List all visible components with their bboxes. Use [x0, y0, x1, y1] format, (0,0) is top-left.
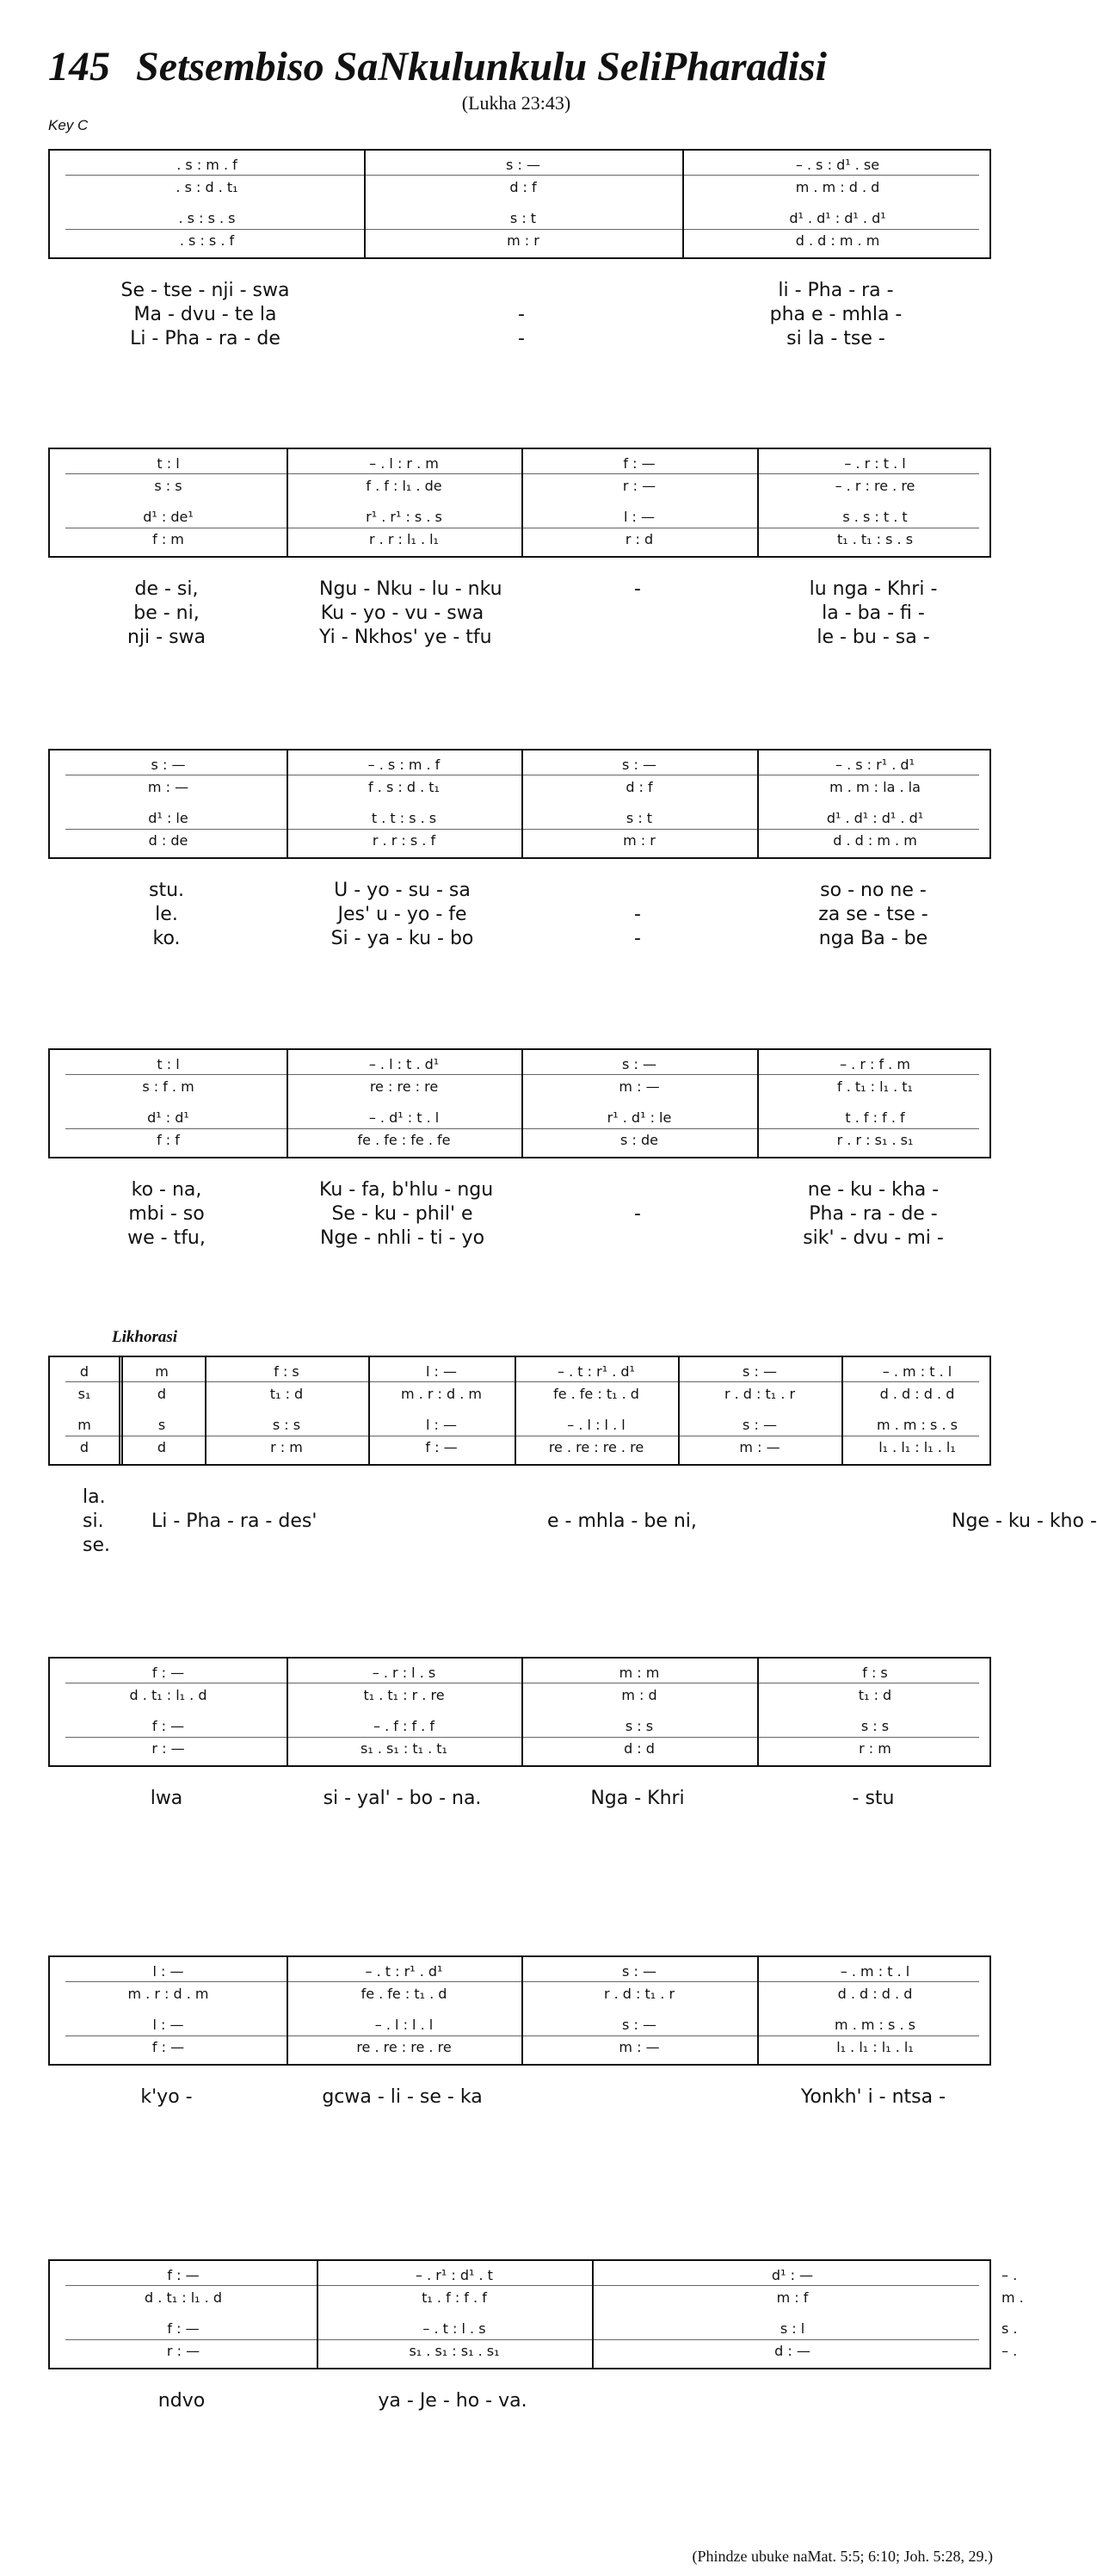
lyric-segment: -	[634, 578, 641, 600]
lyric-segment: lwa	[150, 1787, 183, 1809]
lyric-segment: Jes' u - yo - fe	[337, 903, 467, 925]
lyric-segment: -	[518, 303, 525, 325]
solfa-measure: m : m	[619, 1664, 660, 1681]
solfa-measure: t₁ : d	[269, 1385, 304, 1402]
lyric-segment: -	[634, 1202, 641, 1225]
lyric-segment	[823, 2388, 991, 2412]
solfa-measure: t₁ . t₁ : s . s	[836, 530, 914, 547]
lyric-line	[48, 1533, 991, 1557]
solfa-measure: d : —	[774, 2342, 810, 2359]
solfa-measure: – .	[1001, 2266, 1018, 2283]
lyric-segment: Se - tse - nji - swa	[120, 279, 290, 301]
solfa-measure: t₁ . t₁ : r . re	[363, 1686, 445, 1703]
solfa-measure: t : l	[157, 1055, 180, 1072]
solfa-voice-row	[50, 2340, 1018, 2361]
lyric-segment	[513, 1485, 676, 1509]
lyric-segment: Ku - yo - vu - swa	[320, 602, 484, 624]
key-signature: Key C	[48, 117, 89, 133]
solfa-measure: t₁ : d	[858, 1686, 892, 1703]
lyric-line	[48, 1485, 991, 1509]
solfa-measure: s : t	[626, 809, 653, 826]
solfa-voice-row	[50, 207, 989, 228]
solfa-measure: l : —	[425, 1362, 457, 1380]
solfa-voice-row	[50, 754, 989, 775]
solfa-measure: s .	[1001, 2320, 1018, 2337]
solfa-measure: re . re : re . re	[356, 2038, 452, 2055]
lyric-segment: so - no ne -	[820, 879, 927, 901]
solfa-measure: r . d : t₁ . r	[724, 1385, 796, 1402]
solfa-measure: m : r	[623, 831, 656, 849]
solfa-measure: d : d	[624, 1739, 655, 1757]
lyric-segment: ko - na,	[131, 1178, 202, 1201]
lyrics-block	[48, 2085, 991, 2109]
solfa-measure: r . d : t₁ . r	[603, 1985, 675, 2002]
music-system	[48, 1955, 991, 2066]
solfa-voice-row	[50, 2318, 1018, 2338]
solfa-measure: s : f . m	[142, 1078, 194, 1095]
solfa-measure: fe . fe : fe . fe	[357, 1131, 451, 1148]
lyric-segment: Yonkh' i - ntsa -	[800, 2085, 946, 2108]
solfa-measure: r : m	[270, 1438, 303, 1455]
lyric-segment: Nge - nhli - ti - yo	[319, 1226, 485, 1249]
solfa-measure: – . r : f . m	[840, 1055, 910, 1072]
solfa-measure: m . m : s . s	[835, 2016, 915, 2033]
solfa-measure: r¹ . d¹ : le	[607, 1109, 672, 1126]
solfa-voice-row	[50, 506, 989, 527]
lyric-segment: ne - ku - kha -	[807, 1178, 940, 1201]
solfa-measure: s : —	[743, 1362, 777, 1380]
lyric-line	[48, 878, 991, 902]
lyric-segment	[676, 1533, 840, 1557]
lyric-segment: nji - swa	[126, 626, 206, 648]
lyric-segment: Yi - Nkhos' ye - tfu	[319, 626, 492, 648]
lyric-segment: sik' - dvu - mi -	[803, 1226, 944, 1249]
lyric-segment: lu nga - Khri -	[809, 578, 938, 600]
lyric-segment	[349, 1485, 513, 1509]
solfa-measure: – . r : re . re	[835, 477, 915, 494]
solfa-measure: r . r : l₁ . l₁	[369, 530, 439, 547]
solfa-measure: r : m	[859, 1739, 891, 1757]
solfa-measure: . s : s . f	[179, 232, 235, 249]
solfa-voice-row	[50, 1076, 989, 1096]
lyric-line	[48, 1226, 991, 1250]
lyric-segment: nga Ba - be	[818, 927, 928, 949]
solfa-measure: . s : d . t₁	[176, 178, 238, 195]
solfa-measure: d¹ : d¹	[147, 1109, 189, 1126]
solfa-measure: m . r : d . m	[127, 1985, 209, 2002]
lyric-segment: la - ba - fi -	[822, 602, 925, 624]
lyric-line	[48, 1202, 991, 1226]
solfa-measure: – . s : d¹ . se	[795, 156, 880, 173]
solfa-measure: – . l : l . l	[374, 2016, 434, 2033]
solfa-measure: s : de	[620, 1131, 658, 1148]
solfa-measure: s : —	[506, 156, 540, 173]
solfa-measure: m	[77, 1416, 91, 1433]
solfa-measure: m : —	[147, 778, 189, 795]
solfa-measure: l₁ . l₁ : l₁ . l₁	[836, 2038, 914, 2055]
solfa-voice-row	[50, 1107, 989, 1127]
hymn-number: 145	[48, 44, 110, 90]
hymn-title-text: Setsembiso SaNkulunkulu SeliPharadisi	[136, 44, 827, 90]
music-system	[48, 1356, 991, 1466]
solfa-measure: l₁ . l₁ : l₁ . l₁	[878, 1438, 956, 1455]
lyric-segment	[117, 1533, 349, 1557]
solfa-measure: m : r	[507, 232, 539, 249]
lyric-segment: pha e - mhla -	[769, 303, 903, 325]
lyric-segment: Li - Pha - ra - des'	[151, 1510, 317, 1532]
lyric-segment	[840, 1509, 917, 1533]
solfa-measure: d . d : m . m	[795, 232, 880, 249]
solfa-voice-row	[50, 1738, 989, 1758]
solfa-measure: s₁	[77, 1385, 91, 1402]
solfa-measure: f . f : l₁ . de	[366, 477, 442, 494]
solfa-measure: f : —	[151, 1717, 185, 1734]
lyric-segment: - stu	[852, 1787, 895, 1809]
solfa-measure: s₁ . s₁ : t₁ . t₁	[361, 1739, 447, 1757]
solfa-measure: r : —	[622, 477, 656, 494]
solfa-measure: d	[79, 1362, 89, 1380]
solfa-measure: d . t₁ : l₁ . d	[129, 1686, 207, 1703]
solfa-measure: d¹ . d¹ : d¹ . d¹	[789, 209, 886, 226]
solfa-measure: – . t : r¹ . d¹	[365, 1962, 443, 1980]
solfa-voice-row	[50, 1983, 989, 2004]
solfa-measure: s	[157, 1416, 166, 1433]
lyric-segment	[840, 1485, 917, 1509]
music-system	[48, 448, 991, 558]
solfa-measure: s : —	[622, 1055, 656, 1072]
lyrics-block	[48, 878, 991, 950]
solfa-measure: m : —	[619, 2038, 660, 2055]
music-system	[48, 1657, 991, 1767]
solfa-measure: – . l : r . m	[369, 454, 439, 472]
chorus-label: Likhorasi	[112, 1328, 178, 1346]
solfa-voice-row	[50, 1662, 989, 1683]
solfa-measure: m . r : d . m	[401, 1385, 482, 1402]
lyric-segment: za se - tse -	[818, 903, 928, 925]
solfa-measure: d : de	[148, 831, 188, 849]
solfa-measure: m . m : d . d	[795, 178, 880, 195]
solfa-measure: – .	[1001, 2342, 1018, 2359]
solfa-measure: d : f	[626, 778, 653, 795]
solfa-voice-row	[50, 2287, 1024, 2307]
lyric-segment: ko.	[152, 927, 181, 949]
lyric-segment: mbi - so	[128, 1202, 205, 1225]
lyrics-block	[48, 577, 991, 649]
solfa-measure: – . l : t . d¹	[368, 1055, 440, 1072]
solfa-voice-row	[50, 154, 989, 175]
lyric-segment: Se - ku - phil' e	[331, 1202, 473, 1225]
solfa-measure: l : —	[152, 1962, 184, 1980]
solfa-measure: m : —	[619, 1078, 660, 1095]
solfa-measure: s : s	[860, 1717, 890, 1734]
lyric-segment	[590, 2388, 823, 2412]
solfa-voice-row	[50, 1961, 989, 1981]
solfa-measure: – . r¹ : d¹ . t	[416, 2266, 493, 2283]
solfa-measure: d¹ : de¹	[143, 508, 194, 525]
solfa-measure: t : l	[157, 454, 180, 472]
hymn-title	[48, 43, 827, 90]
solfa-measure: m	[155, 1362, 169, 1380]
lyric-line	[48, 2388, 991, 2412]
solfa-voice-row	[50, 453, 989, 473]
solfa-voice-row	[50, 176, 989, 197]
footnote: (Phindze ubuke naMat. 5:5; 6:10; Joh. 5:28, 29.)	[692, 2548, 993, 2565]
lyric-segment: Nge - ku - kho -	[952, 1510, 1097, 1532]
solfa-voice-row	[50, 1715, 989, 1736]
music-system	[48, 1048, 991, 1158]
solfa-measure: t . f : f . f	[845, 1109, 905, 1126]
lyric-segment: si.	[83, 1510, 104, 1532]
lyric-line	[48, 278, 991, 302]
lyric-segment: la.	[83, 1486, 106, 1508]
lyric-segment: we - tfu,	[127, 1226, 206, 1249]
lyrics-block	[48, 1177, 991, 1250]
lyric-segment	[676, 1509, 840, 1533]
music-system	[48, 749, 991, 859]
lyric-line	[48, 1509, 1097, 1533]
solfa-measure: s : s	[272, 1416, 301, 1433]
solfa-measure: d . d : d . d	[837, 1985, 913, 2002]
lyric-segment: de - si,	[134, 578, 199, 600]
solfa-measure: f . s : d . t₁	[368, 778, 440, 795]
solfa-voice-row	[50, 776, 989, 797]
solfa-measure: f : f	[157, 1131, 180, 1148]
lyric-segment: gcwa - li - se - ka	[322, 2085, 483, 2108]
lyric-segment	[349, 1533, 513, 1557]
lyric-segment	[513, 1533, 676, 1557]
solfa-measure: – . m : t . l	[882, 1362, 952, 1380]
solfa-measure: fe . fe : t₁ . d	[361, 1985, 447, 2002]
solfa-measure: m . m : la . la	[829, 778, 921, 795]
solfa-voice-row	[50, 2014, 989, 2035]
solfa-measure: r . r : s . f	[372, 831, 436, 849]
solfa-measure: r : —	[166, 2342, 200, 2359]
lyric-segment: si la - tse -	[786, 327, 885, 349]
solfa-voice-row	[50, 1436, 989, 1457]
lyric-segment	[362, 278, 681, 302]
solfa-measure: r : —	[151, 1739, 185, 1757]
solfa-measure: s . s : t . t	[842, 508, 908, 525]
solfa-measure: d	[157, 1438, 167, 1455]
solfa-measure: l : —	[623, 508, 655, 525]
solfa-voice-row	[50, 2036, 989, 2057]
solfa-voice-row	[50, 1129, 989, 1150]
solfa-measure: s₁ . s₁ : s₁ . s₁	[409, 2342, 500, 2359]
lyric-segment: k'yo -	[140, 2085, 193, 2108]
solfa-measure: f : —	[167, 2320, 200, 2337]
solfa-measure: s : —	[622, 1962, 656, 1980]
lyric-segment: Si - ya - ku - bo	[330, 927, 474, 949]
solfa-measure: re : re : re	[369, 1078, 439, 1095]
solfa-measure: – . m : t . l	[840, 1962, 910, 1980]
music-system	[48, 2259, 1024, 2369]
solfa-measure: m : d	[621, 1686, 657, 1703]
lyric-segment: li - Pha - ra -	[778, 279, 894, 301]
solfa-voice-row	[50, 830, 989, 850]
solfa-measure: d¹ . d¹ : d¹ . d¹	[826, 809, 924, 826]
lyric-line	[48, 601, 991, 625]
lyrics-block	[48, 2388, 991, 2412]
solfa-voice-row	[50, 1053, 989, 1074]
solfa-voice-row	[50, 1414, 989, 1435]
lyric-segment	[520, 601, 755, 625]
lyric-segment	[917, 1533, 991, 1557]
music-system	[48, 149, 991, 259]
lyric-line	[48, 577, 991, 601]
lyric-segment: e - mhla - be ni,	[547, 1510, 697, 1532]
solfa-measure: l : —	[152, 2016, 184, 2033]
solfa-measure: d . d : d . d	[879, 1385, 955, 1402]
solfa-voice-row	[50, 1361, 989, 1381]
solfa-measure: . s : m . f	[176, 156, 237, 173]
solfa-measure: f : —	[151, 2038, 185, 2055]
lyric-segment: le - bu - sa -	[817, 626, 930, 648]
solfa-measure: – . s : m . f	[367, 756, 441, 773]
solfa-measure: f : —	[623, 454, 656, 472]
solfa-voice-row	[50, 475, 989, 496]
lyric-segment	[520, 1226, 755, 1250]
solfa-measure: – . s : r¹ . d¹	[835, 756, 915, 773]
solfa-voice-row	[50, 2264, 1018, 2285]
solfa-voice-row	[50, 1684, 989, 1705]
lyric-segment	[520, 1177, 755, 1202]
solfa-measure: f : s	[862, 1664, 888, 1681]
lyric-segment	[117, 1485, 349, 1509]
lyric-segment: ya - Je - ho - va.	[378, 2389, 527, 2412]
solfa-measure: f : m	[152, 530, 184, 547]
lyric-segment: Nga - Khri	[590, 1787, 685, 1809]
lyric-segment: U - yo - su - sa	[334, 879, 471, 901]
lyric-segment	[676, 1485, 840, 1509]
solfa-voice-row	[50, 528, 989, 549]
solfa-measure: l : —	[425, 1416, 457, 1433]
solfa-measure: – . d¹ : t . l	[368, 1109, 440, 1126]
solfa-measure: f . t₁ : l₁ . t₁	[837, 1078, 913, 1095]
solfa-measure: m . m : s . s	[877, 1416, 958, 1433]
lyric-line	[48, 902, 991, 926]
scripture-reference: (Lukha 23:43)	[461, 92, 571, 114]
lyric-segment: be - ni,	[133, 602, 200, 624]
solfa-measure: d . d : m . m	[833, 831, 917, 849]
lyric-segment	[520, 2085, 755, 2109]
solfa-measure: – . t : l . s	[422, 2320, 486, 2337]
solfa-measure: s : l	[780, 2320, 805, 2337]
lyric-segment	[520, 878, 755, 902]
solfa-voice-row	[50, 807, 989, 828]
solfa-voice-row	[50, 1383, 989, 1404]
lyric-line	[48, 926, 991, 950]
solfa-measure: r¹ . r¹ : s . s	[366, 508, 442, 525]
solfa-measure: t₁ . f : f . f	[422, 2289, 487, 2306]
lyrics-block	[48, 1786, 991, 1810]
lyric-segment: Pha - ra - de -	[809, 1202, 938, 1225]
solfa-measure: f : —	[167, 2266, 200, 2283]
lyric-segment	[917, 1485, 991, 1509]
solfa-measure: t . t : s . s	[371, 809, 437, 826]
solfa-measure: m : f	[776, 2289, 809, 2306]
lyrics-block	[48, 1485, 1097, 1557]
solfa-measure: s : —	[743, 1416, 777, 1433]
lyric-segment: Ku - fa, b'hlu - ngu	[319, 1178, 494, 1201]
solfa-measure: r : d	[625, 530, 654, 547]
lyric-line	[48, 1177, 991, 1202]
solfa-measure: d . t₁ : l₁ . d	[145, 2289, 222, 2306]
solfa-measure: s : s	[625, 1717, 654, 1734]
lyric-segment: se.	[83, 1534, 110, 1556]
solfa-measure: s : t	[509, 209, 537, 226]
lyric-segment: ndvo	[157, 2389, 206, 2412]
lyric-segment: -	[634, 927, 641, 949]
solfa-measure: m .	[1001, 2289, 1024, 2306]
lyric-line	[48, 625, 991, 649]
lyrics-block	[48, 278, 991, 350]
lyric-segment	[840, 1533, 917, 1557]
solfa-measure: s : s	[154, 477, 182, 494]
lyric-segment	[349, 1509, 513, 1533]
solfa-measure: – . r : t . l	[844, 454, 906, 472]
solfa-measure: fe . fe : t₁ . d	[553, 1385, 639, 1402]
solfa-measure: d¹ : le	[148, 809, 188, 826]
solfa-measure: f : —	[425, 1438, 458, 1455]
lyric-segment: Ma - dvu - te la	[133, 303, 277, 325]
lyric-segment: Li - Pha - ra - de	[130, 327, 280, 349]
lyric-segment: -	[518, 327, 525, 349]
lyric-line	[48, 2085, 991, 2109]
lyric-line	[48, 302, 991, 326]
solfa-measure: – . r : l . s	[372, 1664, 436, 1681]
solfa-measure: d	[79, 1438, 89, 1455]
solfa-measure: s : —	[151, 756, 186, 773]
lyric-line	[48, 326, 991, 350]
solfa-measure: d¹ : —	[771, 2266, 814, 2283]
solfa-measure: m : —	[739, 1438, 780, 1455]
solfa-measure: s : —	[622, 756, 656, 773]
lyric-segment: le.	[155, 903, 178, 925]
solfa-measure: . s : s . s	[178, 209, 236, 226]
solfa-measure: re . re : re . re	[548, 1438, 644, 1455]
lyric-segment: si - yal' - bo - na.	[323, 1787, 482, 1809]
solfa-measure: f : —	[151, 1664, 185, 1681]
lyric-line	[48, 1786, 991, 1810]
lyric-segment: Ngu - Nku - lu - nku	[319, 578, 502, 600]
solfa-voice-row	[50, 230, 989, 250]
solfa-measure: r . r : s₁ . s₁	[836, 1131, 914, 1148]
solfa-measure: d	[157, 1385, 167, 1402]
solfa-measure: d : f	[509, 178, 537, 195]
lyric-segment	[520, 625, 755, 649]
solfa-measure: s : —	[622, 2016, 656, 2033]
solfa-measure: f : s	[274, 1362, 299, 1380]
solfa-measure: – . l : l . l	[567, 1416, 626, 1433]
solfa-measure: – . f : f . f	[373, 1717, 434, 1734]
lyric-segment: stu.	[148, 879, 185, 901]
solfa-measure: – . t : r¹ . d¹	[558, 1362, 635, 1380]
lyric-segment: -	[634, 903, 641, 925]
